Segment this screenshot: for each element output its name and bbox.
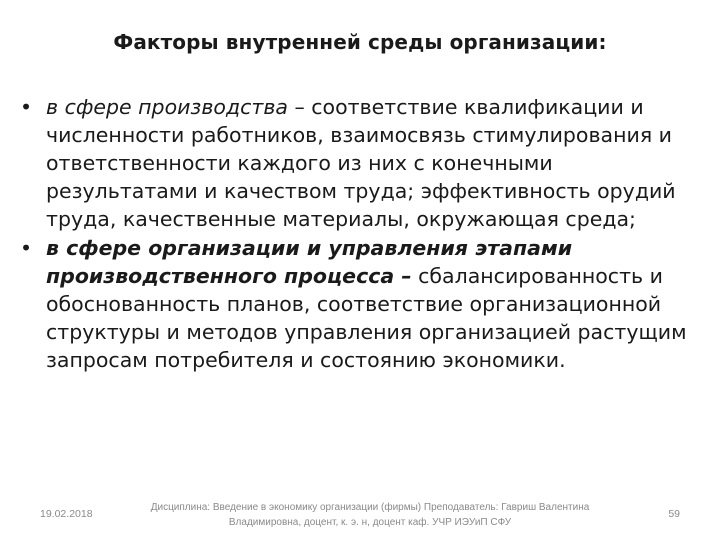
bullet-marker: • (20, 95, 33, 119)
bullet-lead: в сфере производства (46, 95, 288, 119)
slide-number: 59 (668, 508, 680, 520)
bullet-item-management (20, 234, 710, 374)
footer-course-line-1: Дисциплина: Введение в экономику организации (фирмы) Преподаватель: Гавриш Валентина (150, 502, 590, 513)
bullet-item-production (20, 93, 710, 233)
bullet-text: – соответствие квалификации и численности работников, взаимосвязь стимулирования и ответственности каждого из них с конечными результатами и качеством труда; эффективность орудий труда, качественные материалы, окружающая среда; (46, 95, 676, 231)
footer-course-info (120, 500, 620, 530)
slide-title: Факторы внутренней среды организации: (113, 30, 607, 54)
footer-course-line-2: Владимировна, доцент, к. э. н, доцент каф. УЧР ИЭУиП СФУ (228, 517, 512, 528)
bullet-lead: в сфере организации и управления этапами производственного процесса – (46, 236, 573, 288)
bullet-list (20, 93, 710, 374)
footer-date: 19.02.2018 (40, 508, 93, 520)
bullet-text: сбалансированность и обоснованность планов, соответствие организационной структуры и методов управления организацией растущим запросам потребителя и состоянию экономики. (46, 264, 687, 372)
bullet-marker: • (20, 236, 33, 260)
